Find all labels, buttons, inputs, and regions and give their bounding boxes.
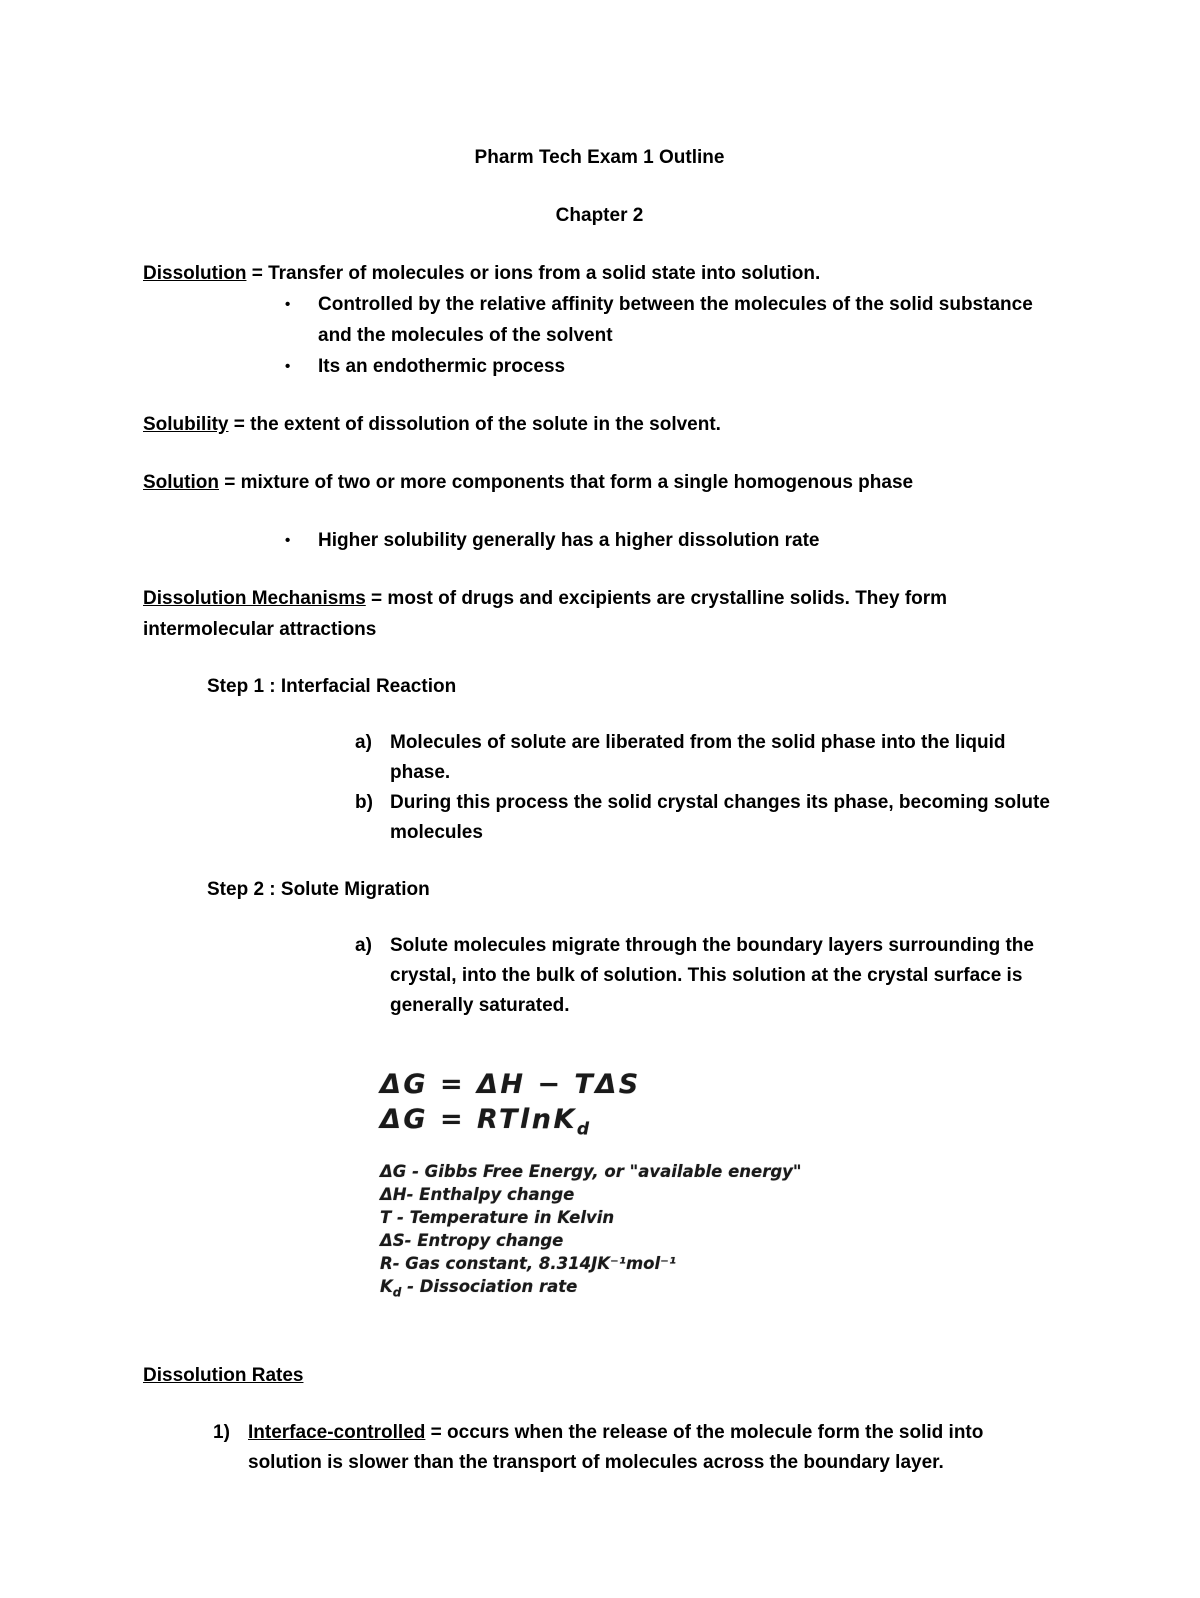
legend-line-gas-constant <box>380 1252 848 1275</box>
legend-desc: - Dissociation rate <box>401 1277 578 1297</box>
legend-desc: - Gas constant, 8.314JK⁻¹mol⁻¹ <box>392 1254 677 1274</box>
legend-line-dissociation <box>380 1275 848 1304</box>
term-dissolution-mechanisms: Dissolution Mechanisms <box>143 588 366 609</box>
list-item-label: b) <box>355 792 373 813</box>
legend-term: T <box>380 1208 392 1228</box>
list-item-text: Solute molecules migrate through the boundary layers surrounding the crystal, into the bulk of solution. This solution at the crystal surface is generally saturated. <box>390 935 1034 1016</box>
legend-desc: - Entropy change <box>404 1231 564 1251</box>
list-item-text: Molecules of solute are liberated from the solid phase into the liquid phase. <box>390 732 1006 783</box>
legend-desc: - Gibbs Free Energy, or "available energy" <box>406 1162 802 1182</box>
bullet-item <box>285 525 1056 556</box>
dissolution-mechanisms-text: = most of drugs and excipients are crystalline solids. They form intermolecular attractions <box>143 588 948 640</box>
bullet-text: Higher solubility generally has a higher dissolution rate <box>318 530 820 551</box>
list-item-label: a) <box>355 935 372 956</box>
equation-legend <box>380 1160 848 1304</box>
equation-line-2-main: ΔG = RTlnK <box>380 1104 577 1135</box>
numbered-item-text <box>248 1418 1056 1478</box>
solution-definition-text: = mixture of two or more components that form a single homogenous phase <box>218 472 914 493</box>
bullet-marker: • <box>285 296 291 313</box>
legend-term: ΔH <box>380 1185 407 1205</box>
equation-line-2-subscript: d <box>576 1119 592 1140</box>
bullet-text: Controlled by the relative affinity between the molecules of the solid substance and the molecules of the solvent <box>318 294 1033 346</box>
step2-heading: Step 2 : Solute Migration <box>207 879 430 900</box>
legend-line-entropy <box>380 1229 848 1252</box>
list-item-text: During this process the solid crystal changes its phase, becoming solute molecules <box>390 792 1050 843</box>
dissolution-definition-text: = Transfer of molecules or ions from a solid state into solution. <box>246 263 821 284</box>
bullet-marker: • <box>285 532 291 549</box>
legend-desc: - Enthalpy change <box>406 1185 575 1205</box>
legend-term-subscript: d <box>392 1285 402 1300</box>
legend-term: K <box>380 1277 393 1297</box>
dissolution-definition <box>143 258 1056 289</box>
bullet-text: Its an endothermic process <box>318 356 566 377</box>
equation-line-2 <box>380 1102 1056 1147</box>
legend-term: R <box>380 1254 393 1274</box>
term-solution: Solution <box>143 472 219 493</box>
term-solubility: Solubility <box>143 414 229 435</box>
solubility-definition-text: = the extent of dissolution of the solute in the solvent. <box>228 414 721 435</box>
bullet-marker: • <box>285 358 291 375</box>
legend-term: ΔG <box>380 1162 407 1182</box>
bullet-item <box>285 289 1056 351</box>
equation-line-1: ΔG = ΔH − TΔS <box>380 1069 641 1100</box>
numbered-item-1 <box>213 1418 1056 1478</box>
dissolution-rates-heading <box>143 1360 1056 1391</box>
list-item-a <box>355 931 1056 1021</box>
legend-line-enthalpy <box>380 1183 848 1206</box>
doc-title: Pharm Tech Exam 1 Outline <box>474 147 725 168</box>
equation-figure <box>380 1067 1056 1305</box>
term-dissolution: Dissolution <box>143 263 247 284</box>
legend-line-temperature <box>380 1206 848 1229</box>
list-item-label: a) <box>355 732 372 753</box>
dissolution-mechanisms-definition <box>143 583 1056 645</box>
term-dissolution-rates: Dissolution Rates <box>143 1364 304 1386</box>
step1-heading: Step 1 : Interfacial Reaction <box>207 676 457 697</box>
legend-term: ΔS <box>380 1231 405 1251</box>
term-interface-controlled: Interface-controlled <box>248 1421 426 1443</box>
solubility-definition <box>143 409 1056 440</box>
list-item-b <box>355 788 1056 848</box>
bullet-item <box>285 351 1056 382</box>
legend-line-gibbs <box>380 1160 848 1183</box>
numbered-item-label: 1) <box>213 1421 230 1443</box>
legend-desc: - Temperature in Kelvin <box>391 1208 615 1228</box>
solution-definition <box>143 467 1056 498</box>
chapter-heading: Chapter 2 <box>555 205 644 226</box>
list-item-a <box>355 728 1056 788</box>
interface-controlled-text: = occurs when the release of the molecule form the solid into solution is slower than the transport of molecules across the boundary layer. <box>248 1421 984 1473</box>
